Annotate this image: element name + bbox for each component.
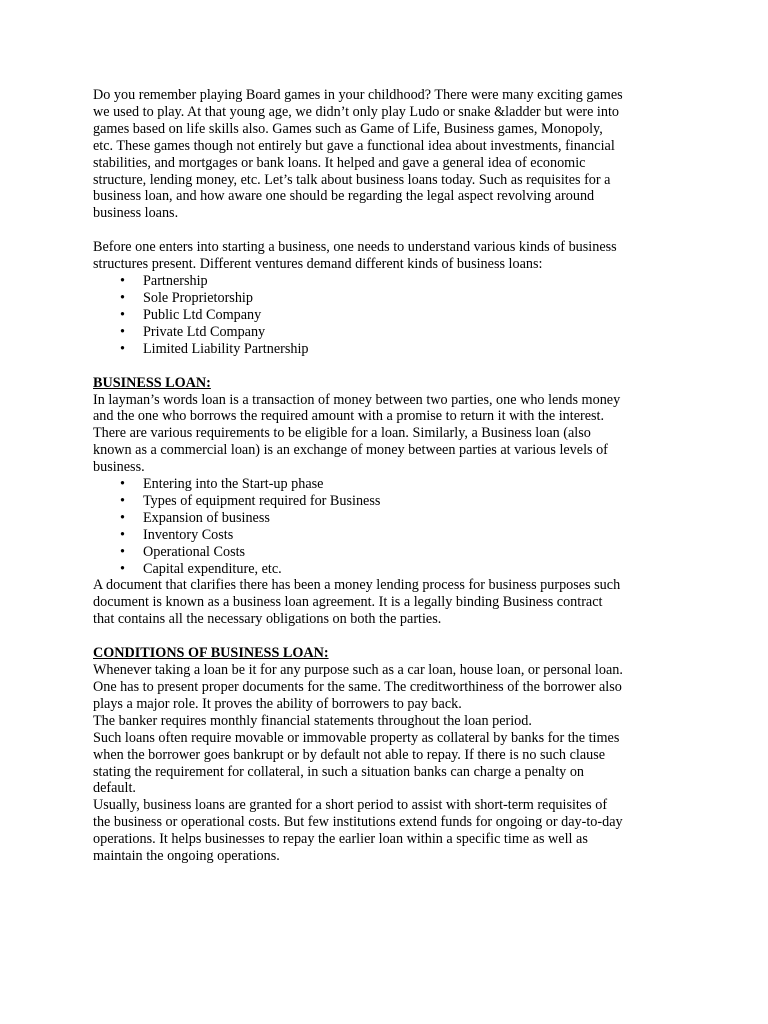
conditions-heading: CONDITIONS OF BUSINESS LOAN: xyxy=(93,645,329,662)
list-item: • Private Ltd Company xyxy=(143,324,696,341)
business-loan-heading: BUSINESS LOAN: xyxy=(93,374,211,391)
conditions-paragraph-term: Usually, business loans are granted for a short period to assist with short-term requisites of the business or operational costs. But few institutions extend funds for ongoing or day-to-day operations. It helps businesses to repay the earlier loan within a specific time as well as maintain the ongoing operations. xyxy=(93,797,623,865)
list-item: • Partnership xyxy=(143,273,696,290)
structures-paragraph: Before one enters into starting a business, one needs to understand various kinds of business structures present. Different ventures demand different kinds of business loans: xyxy=(93,239,617,273)
intro-paragraph: Do you remember playing Board games in your childhood? There were many exciting games we used to play. At that young age, we didn’t only play Ludo or snake &ladder but were into games based on life skills also. Games such as Game of Life, Business games, Monopoly, etc. These games though not entirely but gave a functional idea about investments, financial stabilities, and mortgages or bank loans. It helped and gave a general idea of economic structure, lending money, etc. Let’s talk about business loans today. Such as requisites for a business loan, and how aware one should be regarding the legal aspect revolving around business loans. xyxy=(93,87,623,222)
conditions-paragraph-statements: The banker requires monthly financial statements throughout the loan period. xyxy=(93,712,532,729)
paragraph-spacer xyxy=(93,628,696,645)
loan-agreement-paragraph: A document that clarifies there has been a money lending process for business purposes such document is known as a business loan agreement. It is a legally binding Business contract that contains all the necessary obligations on both the parties. xyxy=(93,577,621,628)
list-item: • Entering into the Start-up phase xyxy=(143,476,696,493)
list-item: • Capital expenditure, etc. xyxy=(143,561,696,578)
conditions-paragraph-documents: Whenever taking a loan be it for any purpose such as a car loan, house loan, or personal loan. One has to present proper documents for the same. The creditworthiness of the borrower also plays a major role. It proves the ability of borrowers to pay back. xyxy=(93,662,623,712)
business-loan-paragraph: In layman’s words loan is a transaction of money between two parties, one who lends money and the one who borrows the required amount with a promise to return it with the interest. There are various requirements to be eligible for a loan. Similarly, a Business loan (also known as a commercial loan) is an exchange of money between parties at various levels of business. xyxy=(93,391,621,476)
list-item: • Limited Liability Partnership xyxy=(143,341,696,358)
business-structures-list xyxy=(93,273,696,358)
list-item: • Inventory Costs xyxy=(143,527,696,544)
list-item: • Public Ltd Company xyxy=(143,307,696,324)
loan-purposes-list xyxy=(93,476,696,577)
paragraph-spacer xyxy=(93,222,696,239)
list-item: • Expansion of business xyxy=(143,510,696,527)
paragraph-spacer xyxy=(93,358,696,375)
list-item: • Operational Costs xyxy=(143,544,696,561)
conditions-paragraph-collateral: Such loans often require movable or immovable property as collateral by banks for the times when the borrower goes bankrupt or by default not able to repay. If there is no such clause stating the requirement for collateral, in such a situation banks can charge a penalty on default. xyxy=(93,729,620,797)
list-item: • Sole Proprietorship xyxy=(143,290,696,307)
list-item: • Types of equipment required for Business xyxy=(143,493,696,510)
